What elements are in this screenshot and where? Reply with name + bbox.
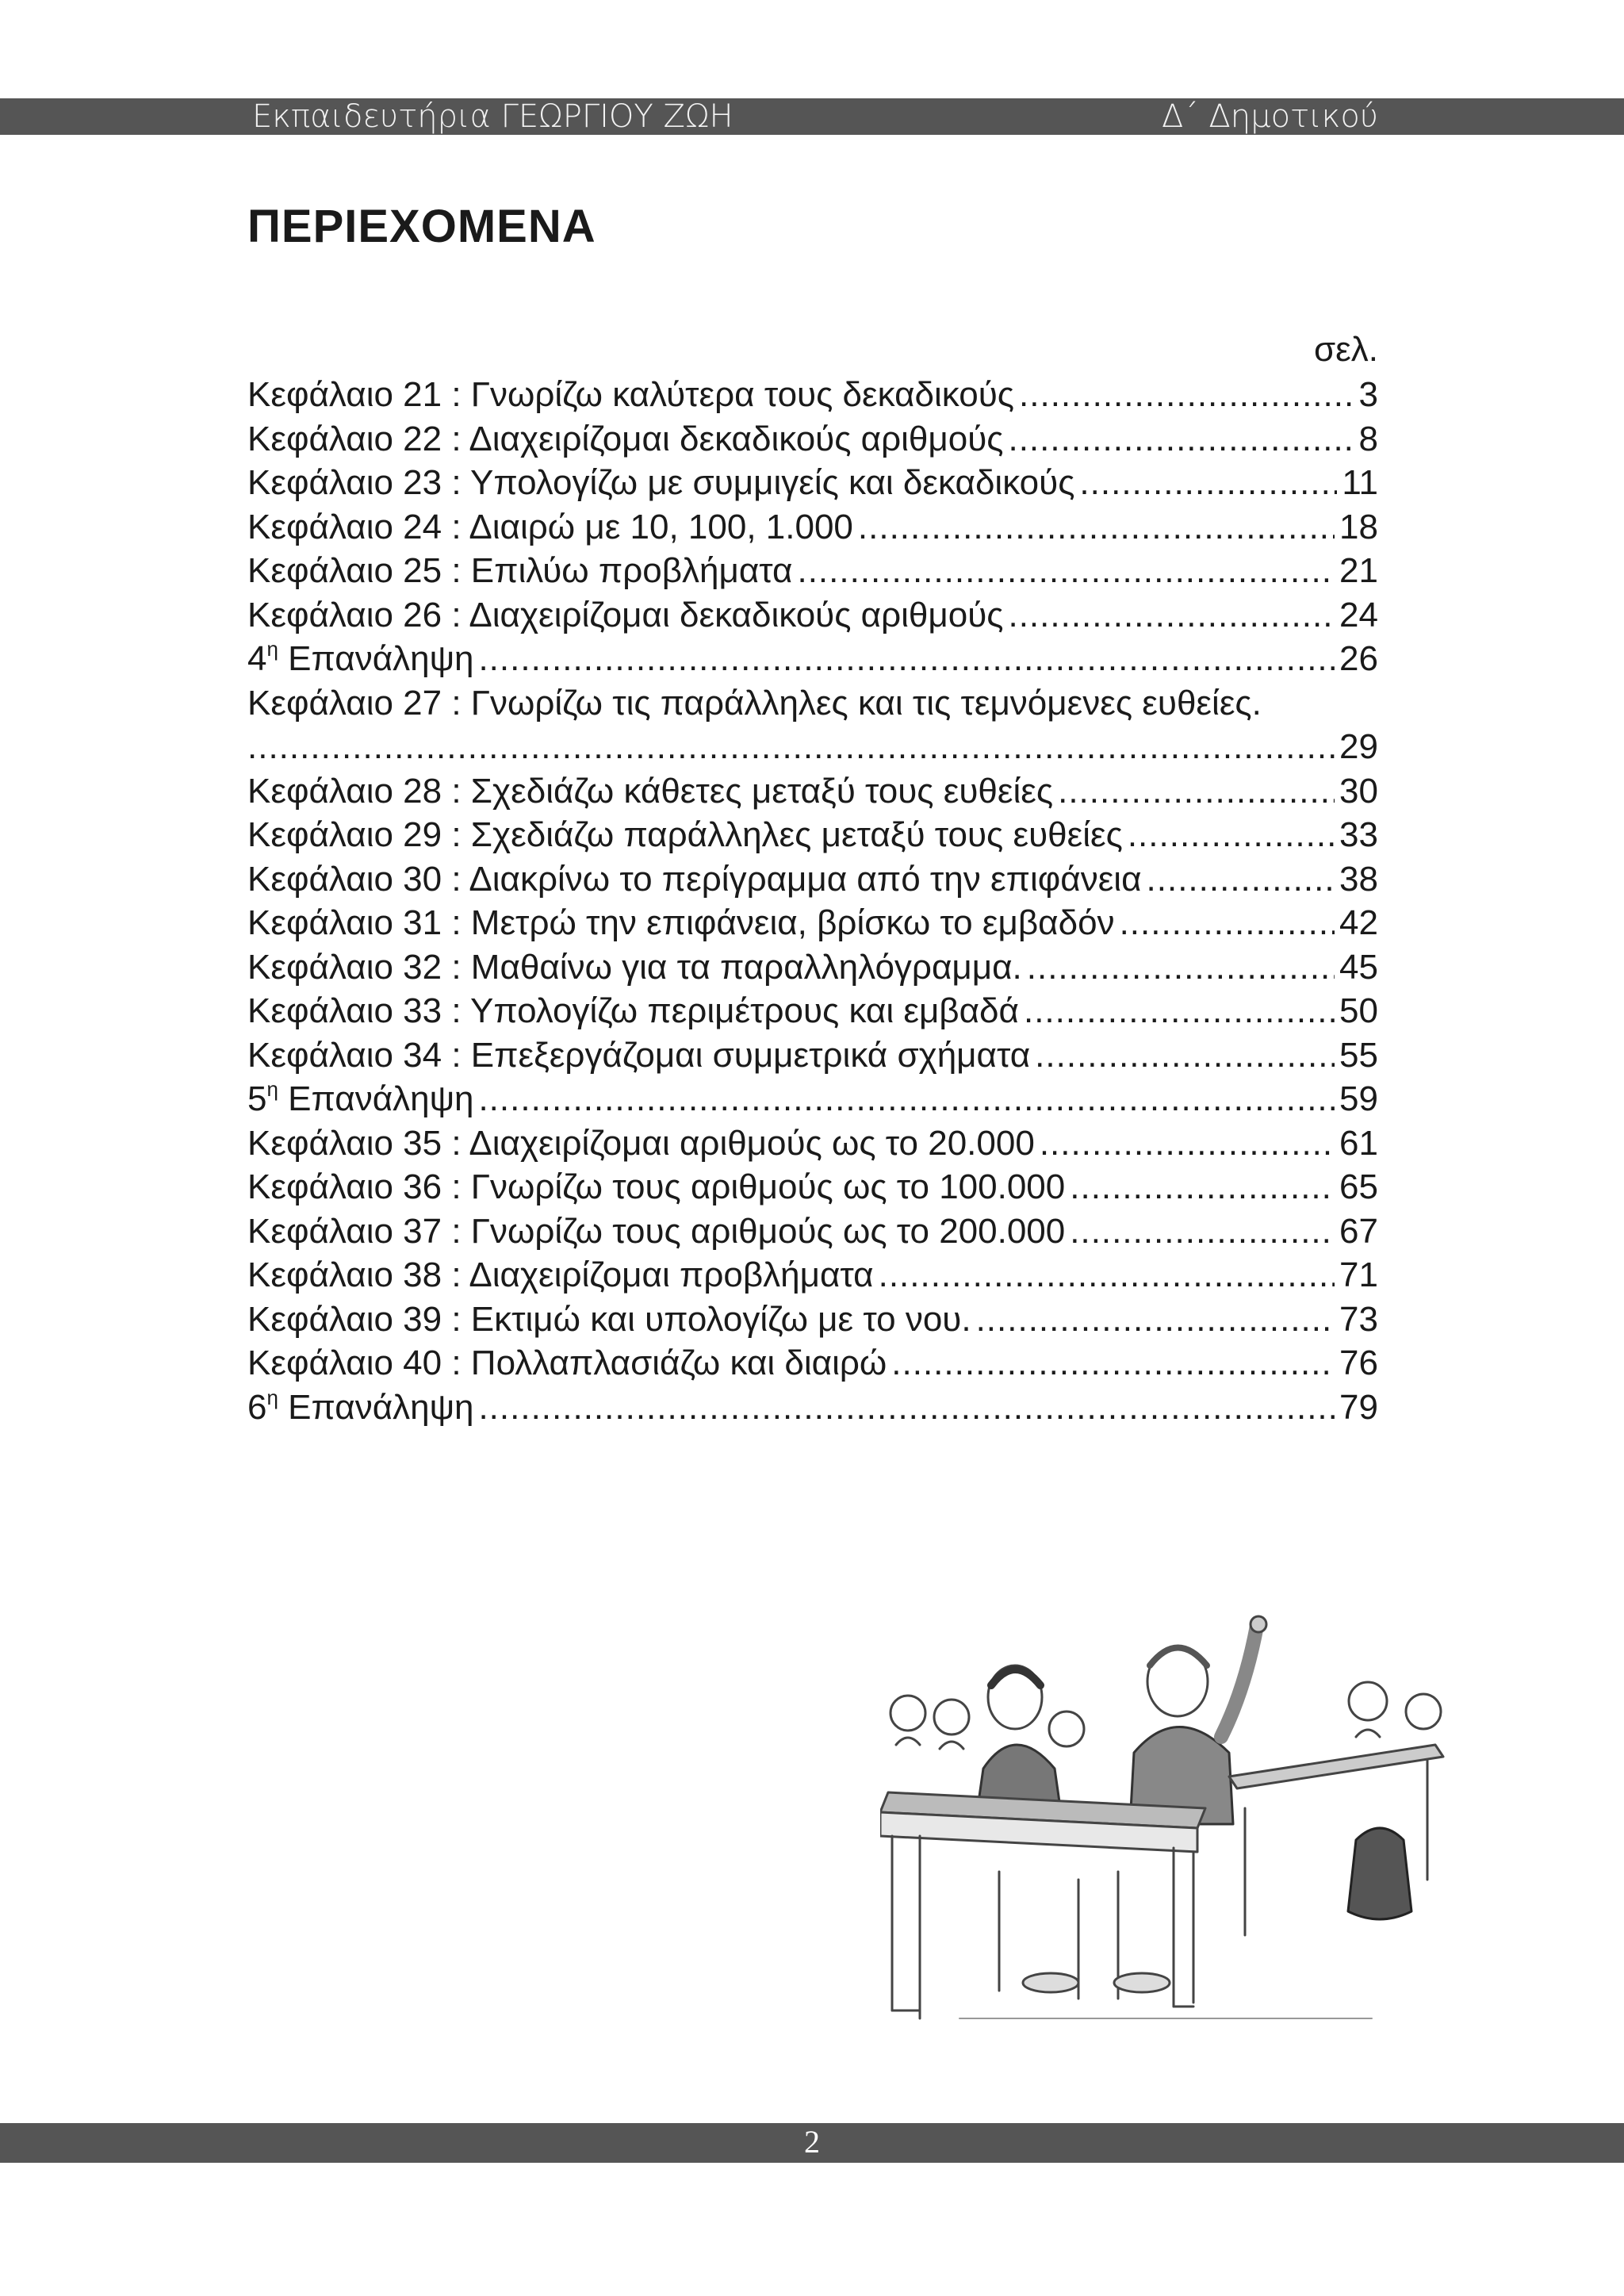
toc-leader-dots <box>879 1253 1335 1297</box>
toc-entry-title <box>247 1386 478 1430</box>
running-header <box>0 98 1624 135</box>
toc-entry <box>247 1165 1378 1209</box>
toc-entry <box>247 637 1378 681</box>
toc-leader-dots <box>1024 989 1335 1033</box>
toc-entry-title <box>247 637 478 681</box>
toc-entry-title: Κεφάλαιο 26 : Διαχειρίζομαι δεκαδικούς αριθμούς <box>247 595 1004 634</box>
toc-leader-dots <box>1070 1209 1335 1254</box>
toc-entry-page: 33 <box>1339 815 1378 854</box>
toc-entry-title: Κεφάλαιο 39 : Εκτιμώ και υπολογίζω με το νου. <box>247 1299 971 1339</box>
toc-leader-dots <box>1070 1165 1335 1209</box>
toc-entry-page: 18 <box>1339 507 1378 546</box>
toc-entry <box>247 593 1378 638</box>
toc-leader-dots <box>478 637 1335 681</box>
toc-entry-title: Κεφάλαιο 29 : Σχεδιάζω παράλληλες μεταξύ τους ευθείες <box>247 815 1123 854</box>
toc-entry-text: Επανάληψη <box>278 1079 474 1118</box>
toc-entry-page: 45 <box>1339 947 1378 987</box>
toc-entry-page: 59 <box>1339 1079 1378 1118</box>
toc-entry-page: 61 <box>1339 1123 1378 1163</box>
toc-leader-dots <box>1120 901 1335 945</box>
toc-entry-page: 8 <box>1358 419 1378 458</box>
toc-entry-title: Κεφάλαιο 22 : Διαχειρίζομαι δεκαδικούς αριθμούς <box>247 419 1004 458</box>
toc-entry <box>247 813 1378 857</box>
classroom-illustration <box>880 1610 1467 2030</box>
toc-leader-dots <box>1035 1033 1335 1078</box>
toc-entry-page: 55 <box>1339 1035 1378 1075</box>
toc-leader-dots <box>1019 373 1354 417</box>
toc-entries <box>247 373 1378 1429</box>
toc-entry <box>247 681 1378 726</box>
toc-entry-number: 4 <box>247 639 267 678</box>
toc-entry <box>247 1077 1378 1121</box>
toc-entry-ordinal: η <box>266 637 278 661</box>
toc-entry-title: Κεφάλαιο 25 : Επιλύω προβλήματα <box>247 551 793 590</box>
toc-entry <box>247 1033 1378 1078</box>
header-grade: Δ΄ Δημοτικού <box>1162 98 1378 135</box>
toc-entry-page: 42 <box>1339 903 1378 942</box>
toc-leader-dots <box>1027 945 1335 990</box>
toc-leader-dots <box>478 1077 1335 1121</box>
toc-entry-text: Επανάληψη <box>278 1387 474 1427</box>
toc-entry-text: Επανάληψη <box>278 639 474 678</box>
header-school-name: Εκπαιδευτήρια ΓΕΩΡΓΙΟΥ ΖΩΗ <box>252 98 733 135</box>
toc-leader-dots <box>891 1341 1335 1386</box>
toc-entry-page: 11 <box>1342 463 1378 502</box>
toc-entry-title: Κεφάλαιο 36 : Γνωρίζω τους αριθμούς ως το 100.000 <box>247 1167 1066 1206</box>
toc-entry-page: 50 <box>1339 991 1378 1030</box>
toc-entry-page: 65 <box>1339 1167 1378 1206</box>
toc-entry-page: 79 <box>1339 1387 1378 1427</box>
toc-entry-page: 73 <box>1339 1299 1378 1339</box>
toc-entry-ordinal: η <box>266 1385 278 1409</box>
toc-entry-title: Κεφάλαιο 35 : Διαχειρίζομαι αριθμούς ως το 20.000 <box>247 1123 1035 1163</box>
toc-entry <box>247 945 1378 990</box>
toc-entry-page: 71 <box>1339 1255 1378 1294</box>
toc-leader-dots <box>247 725 1335 769</box>
toc-leader-dots <box>1008 593 1335 638</box>
toc-entry-title: Κεφάλαιο 33 : Υπολογίζω περιμέτρους και εμβαδά <box>247 991 1019 1030</box>
toc-entry-ordinal: η <box>266 1077 278 1101</box>
toc-entry-title: Κεφάλαιο 28 : Σχεδιάζω κάθετες μεταξύ τους ευθείες <box>247 771 1054 811</box>
toc-entry-number: 6 <box>247 1387 267 1427</box>
toc-entry-title <box>247 1077 478 1121</box>
toc-entry-title: Κεφάλαιο 40 : Πολλαπλασιάζω και διαιρώ <box>247 1343 887 1382</box>
toc-entry-title: Κεφάλαιο 38 : Διαχειρίζομαι προβλήματα <box>247 1255 874 1294</box>
toc-entry <box>247 505 1378 550</box>
toc-entry <box>247 549 1378 593</box>
toc-entry <box>247 1341 1378 1386</box>
toc-entry-title: Κεφάλαιο 30 : Διακρίνω το περίγραμμα από την επιφάνεια <box>247 859 1142 899</box>
toc-entry <box>247 989 1378 1033</box>
page-number: 2 <box>804 2124 820 2160</box>
table-of-contents <box>247 327 1378 1429</box>
toc-entry-page: 21 <box>1339 551 1378 590</box>
toc-entry-page: 76 <box>1339 1343 1378 1382</box>
toc-entry <box>247 769 1378 814</box>
toc-leader-dots <box>1128 813 1335 857</box>
toc-entry-page: 3 <box>1358 375 1378 414</box>
page-title: ΠΕΡΙΕΧΟΜΕΝΑ <box>247 201 596 252</box>
toc-entry-continuation <box>247 725 1378 769</box>
toc-entry <box>247 1121 1378 1166</box>
toc-leader-dots <box>797 549 1335 593</box>
running-footer <box>0 2123 1624 2163</box>
toc-entry-page: 38 <box>1339 859 1378 899</box>
toc-entry-page: 24 <box>1339 595 1378 634</box>
toc-entry <box>247 1386 1378 1430</box>
toc-entry-number: 5 <box>247 1079 267 1118</box>
toc-entry-page: 29 <box>1339 727 1378 766</box>
toc-entry-title: Κεφάλαιο 24 : Διαιρώ με 10, 100, 1.000 <box>247 507 853 546</box>
page-column-label: σελ. <box>1314 330 1378 369</box>
toc-entry-title: Κεφάλαιο 34 : Επεξεργάζομαι συμμετρικά σχήματα <box>247 1035 1031 1075</box>
toc-entry-page: 30 <box>1339 771 1378 811</box>
toc-entry-title: Κεφάλαιο 27 : Γνωρίζω τις παράλληλες και τις τεμνόμενες ευθείες. <box>247 683 1262 723</box>
toc-entry-title: Κεφάλαιο 32 : Μαθαίνω για τα παραλληλόγραμμα. <box>247 947 1022 987</box>
toc-entry <box>247 857 1378 902</box>
toc-entry <box>247 1209 1378 1254</box>
toc-entry-title: Κεφάλαιο 31 : Μετρώ την επιφάνεια, βρίσκω το εμβαδόν <box>247 903 1115 942</box>
toc-entry <box>247 901 1378 945</box>
toc-entry-title: Κεφάλαιο 23 : Υπολογίζω με συμμιγείς και δεκαδικούς <box>247 463 1075 502</box>
toc-leader-dots <box>1058 769 1335 814</box>
toc-leader-dots <box>976 1297 1335 1342</box>
toc-entry-page: 67 <box>1339 1211 1378 1251</box>
toc-entry-title: Κεφάλαιο 37 : Γνωρίζω τους αριθμούς ως το 200.000 <box>247 1211 1066 1251</box>
toc-leader-dots <box>858 505 1335 550</box>
toc-leader-dots <box>1008 417 1354 462</box>
toc-entry <box>247 1253 1378 1297</box>
toc-leader-dots <box>1040 1121 1335 1166</box>
toc-entry <box>247 417 1378 462</box>
toc-entry <box>247 373 1378 417</box>
toc-leader-dots <box>1147 857 1335 902</box>
toc-entry <box>247 1297 1378 1342</box>
toc-leader-dots <box>1079 461 1337 505</box>
toc-leader-dots <box>478 1386 1335 1430</box>
toc-entry-title: Κεφάλαιο 21 : Γνωρίζω καλύτερα τους δεκαδικούς <box>247 375 1015 414</box>
toc-entry <box>247 461 1378 505</box>
toc-entry-page: 26 <box>1339 639 1378 678</box>
